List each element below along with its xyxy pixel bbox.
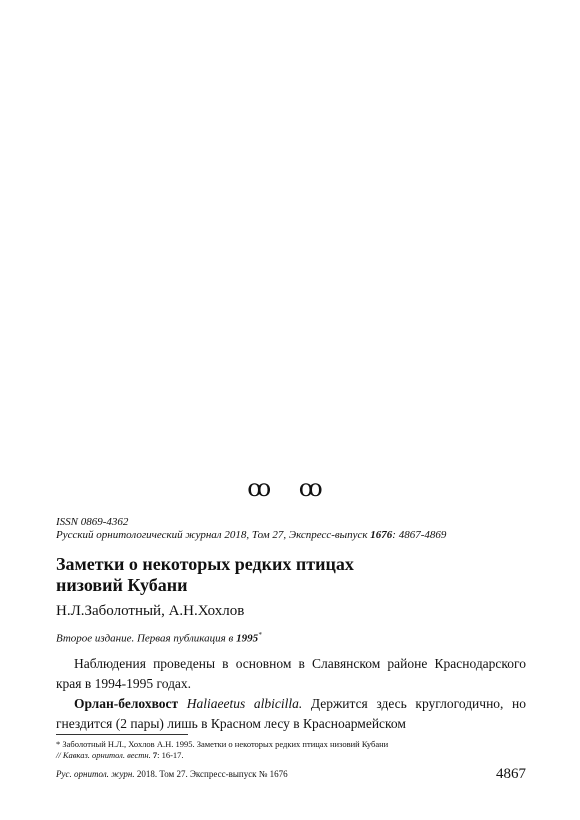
- footnote-line-2: [56, 750, 526, 761]
- footnote-line-1: * Заболотный Н.Л., Хохлов А.Н. 1995. Заметки о некоторых редких птицах низовий Кубани: [56, 739, 389, 749]
- footnote-marker: *: [258, 631, 262, 639]
- page-number: 4867: [496, 766, 526, 782]
- footnote-pages: : 16-17.: [157, 750, 184, 760]
- article-body: [56, 654, 526, 734]
- article-title-line-1: Заметки о некоторых редких птицах: [56, 554, 354, 574]
- footnote: [56, 739, 526, 761]
- body-paragraph-2-text: Держится здесь круглогодично, но гнездится (2 пары) лишь в Красном лесу в Красноармейском: [56, 696, 526, 731]
- journal-issue-number: 1676: [370, 529, 393, 541]
- footnote-source: // Кавказ. орнитол. вестн.: [56, 750, 153, 760]
- species-latin-name: Haliaeetus albicilla.: [186, 696, 303, 711]
- edition-note: [56, 629, 526, 646]
- ornament-divider: ꝏ ꝏ: [247, 474, 333, 502]
- article-authors: Н.Л.Заболотный, А.Н.Хохлов: [56, 603, 245, 619]
- species-common-name: Орлан-белохвост: [74, 696, 179, 711]
- journal-citation-pages: : 4867-4869: [392, 529, 447, 541]
- footnote-volume: 7: [152, 750, 158, 760]
- issn-line: ISSN 0869-4362: [56, 516, 129, 528]
- body-paragraph-2: [56, 694, 526, 734]
- article-title: [56, 554, 526, 596]
- footer-citation: [56, 769, 288, 779]
- journal-citation-line: [56, 529, 526, 542]
- body-paragraph-1: Наблюдения проведены в основном в Славянском районе Краснодарского края в 1994-1995 годах.: [56, 656, 526, 691]
- journal-citation-prefix: Русский орнитологический журнал 2018, Том 27, Экспресс-выпуск: [56, 529, 371, 541]
- journal-header: [56, 516, 526, 542]
- edition-note-text: Второе издание. Первая публикация в: [56, 632, 237, 645]
- edition-year: 1995: [236, 632, 259, 645]
- article-title-line-2: низовий Кубани: [56, 575, 188, 595]
- footnote-separator: [56, 734, 188, 735]
- footer-issue-text: 2018. Том 27. Экспресс-выпуск № 1676: [134, 769, 288, 779]
- footer-journal-abbrev: Рус. орнитол. журн.: [56, 769, 135, 779]
- page-footer: [56, 766, 526, 784]
